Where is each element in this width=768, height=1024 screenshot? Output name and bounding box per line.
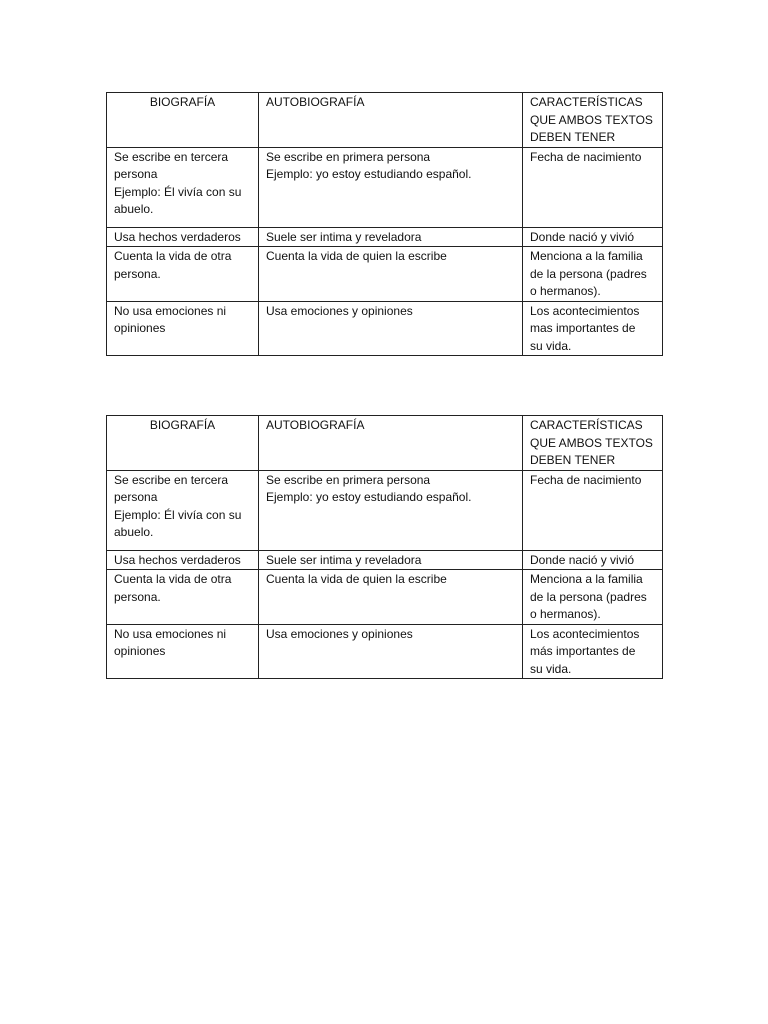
cell-caracteristicas: Menciona a la familia de la persona (padres o hermanos). <box>523 570 663 625</box>
table-row <box>107 570 663 625</box>
header-autobiografia: AUTOBIOGRAFÍA <box>259 93 523 148</box>
table-row <box>107 147 663 227</box>
cell-biografia: Cuenta la vida de otra persona. <box>107 247 259 302</box>
cell-caracteristicas: Donde nació y vivió <box>523 227 663 247</box>
header-biografia: BIOGRAFÍA <box>107 93 259 148</box>
cell-caracteristicas: Los acontecimientos más importantes de su vida. <box>523 624 663 679</box>
cell-autobiografia: Cuenta la vida de quien la escribe <box>259 570 523 625</box>
cell-autobiografia: Usa emociones y opiniones <box>259 624 523 679</box>
comparison-table-2 <box>106 415 663 679</box>
cell-biografia: No usa emociones ni opiniones <box>107 624 259 679</box>
cell-biografia: No usa emociones ni opiniones <box>107 301 259 356</box>
cell-biografia: Se escribe en tercera persona Ejemplo: Él vivía con su abuelo. <box>107 147 259 227</box>
cell-biografia: Cuenta la vida de otra persona. <box>107 570 259 625</box>
header-caracteristicas: CARACTERÍSTICAS QUE AMBOS TEXTOS DEBEN TENER <box>523 416 663 471</box>
cell-biografia: Usa hechos verdaderos <box>107 227 259 247</box>
cell-autobiografia: Cuenta la vida de quien la escribe <box>259 247 523 302</box>
table-row <box>107 550 663 570</box>
table-row <box>107 470 663 550</box>
cell-caracteristicas: Los acontecimientos mas importantes de su vida. <box>523 301 663 356</box>
header-biografia: BIOGRAFÍA <box>107 416 259 471</box>
cell-biografia: Se escribe en tercera persona Ejemplo: Él vivía con su abuelo. <box>107 470 259 550</box>
cell-caracteristicas: Fecha de nacimiento <box>523 147 663 227</box>
cell-autobiografia: Se escribe en primera persona Ejemplo: yo estoy estudiando español. <box>259 470 523 550</box>
comparison-table-1 <box>106 92 663 356</box>
cell-caracteristicas: Donde nació y vivió <box>523 550 663 570</box>
cell-caracteristicas: Menciona a la familia de la persona (padres o hermanos). <box>523 247 663 302</box>
header-autobiografia: AUTOBIOGRAFÍA <box>259 416 523 471</box>
table-row <box>107 227 663 247</box>
header-caracteristicas: CARACTERÍSTICAS QUE AMBOS TEXTOS DEBEN TENER <box>523 93 663 148</box>
table-row <box>107 624 663 679</box>
cell-autobiografia: Usa emociones y opiniones <box>259 301 523 356</box>
table-row <box>107 247 663 302</box>
table-header-row <box>107 93 663 148</box>
cell-autobiografia: Suele ser intima y reveladora <box>259 227 523 247</box>
cell-caracteristicas: Fecha de nacimiento <box>523 470 663 550</box>
cell-autobiografia: Suele ser intima y reveladora <box>259 550 523 570</box>
table-header-row <box>107 416 663 471</box>
cell-biografia: Usa hechos verdaderos <box>107 550 259 570</box>
cell-autobiografia: Se escribe en primera persona Ejemplo: yo estoy estudiando español. <box>259 147 523 227</box>
table-row <box>107 301 663 356</box>
